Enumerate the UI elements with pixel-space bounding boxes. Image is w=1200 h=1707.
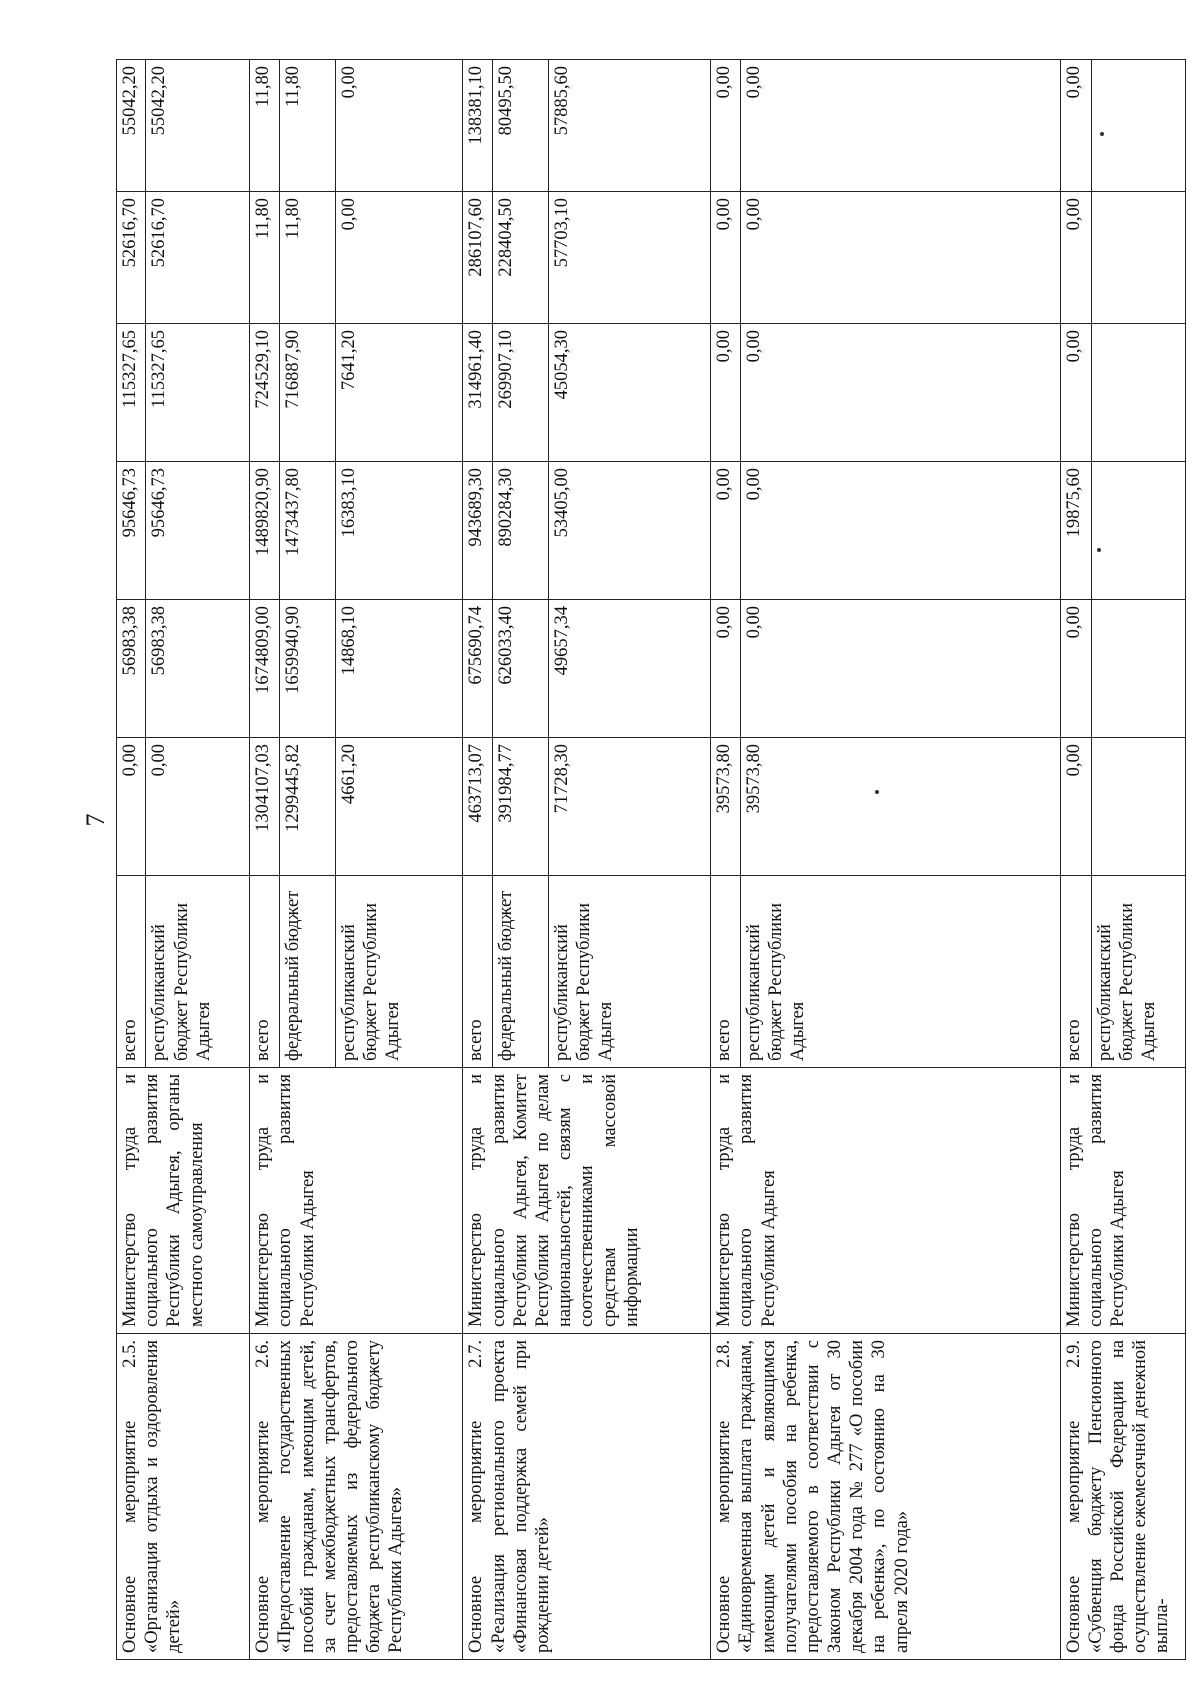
executor-cell: Министерство труда и социального развития Республики Адыгея, органы местного самоуправления	[117, 1068, 250, 1334]
value-cell: 0,00	[335, 192, 463, 324]
value-cell: 19875,60	[1060, 462, 1091, 600]
value-cell: 4661,20	[335, 738, 463, 876]
rotated-table-container	[116, 60, 1186, 1660]
value-cell: 0,00	[1060, 60, 1091, 192]
value-cell: 45054,30	[548, 324, 710, 462]
value-cell: 0,00	[117, 738, 146, 876]
value-cell: 0,00	[740, 462, 1060, 600]
funding-source-cell: республиканский бюджет Республики Адыгея	[740, 876, 1060, 1068]
value-cell: 138381,10	[463, 60, 492, 192]
value-cell: 0,00	[1060, 192, 1091, 324]
value-cell: 55042,20	[146, 60, 250, 192]
scan-speck	[875, 790, 879, 794]
value-cell: 1674809,00	[250, 600, 279, 738]
value-cell: 115327,65	[146, 324, 250, 462]
value-cell: 890284,30	[492, 462, 548, 600]
value-cell: 1473437,80	[279, 462, 335, 600]
value-cell: 39573,80	[740, 738, 1060, 876]
value-cell: 57885,60	[548, 60, 710, 192]
value-cell: 716887,90	[279, 324, 335, 462]
value-cell	[1091, 462, 1185, 600]
value-cell: 675690,74	[463, 600, 492, 738]
event-cell: Основное мероприятие 2.7. «Реализация регионального проекта «Финансовая поддержка семей при рождении детей»	[463, 1334, 711, 1660]
value-cell: 11,80	[279, 60, 335, 192]
executor-cell: Министерство труда и социального развития Республики Адыгея	[711, 1068, 1060, 1334]
value-cell: 0,00	[711, 192, 740, 324]
value-cell: 0,00	[711, 600, 740, 738]
value-cell	[1091, 60, 1185, 192]
value-cell: 14868,10	[335, 600, 463, 738]
funding-source-cell: всего	[117, 876, 146, 1068]
funding-source-cell: республиканский бюджет Республики Адыгея	[548, 876, 710, 1068]
value-cell: 228404,50	[492, 192, 548, 324]
value-cell: 49657,34	[548, 600, 710, 738]
value-cell: 80495,50	[492, 60, 548, 192]
executor-cell: Министерство труда и социального развития Республики Адыгея	[250, 1068, 463, 1334]
executor-cell: Министерство труда и социального развития Республики Адыгея	[1060, 1068, 1185, 1334]
event-cell: Основное мероприятие 2.5. «Организация отдыха и оздоровления детей»	[117, 1334, 250, 1660]
value-cell	[1091, 738, 1185, 876]
table-row	[463, 60, 492, 1660]
scan-speck	[1100, 132, 1104, 136]
value-cell: 0,00	[1060, 600, 1091, 738]
value-cell: 0,00	[1060, 738, 1091, 876]
value-cell: 57703,10	[548, 192, 710, 324]
funding-source-cell: всего	[463, 876, 492, 1068]
table-row	[1060, 60, 1091, 1660]
value-cell: 1299445,82	[279, 738, 335, 876]
value-cell: 1304107,03	[250, 738, 279, 876]
value-cell	[1091, 192, 1185, 324]
value-cell: 0,00	[711, 462, 740, 600]
funding-source-cell: всего	[711, 876, 740, 1068]
event-cell: Основное мероприятие 2.9. «Субвенция бюджету Пенсионного фонда Российской Федерации на осуществление ежемесячной денежной выпла-	[1060, 1334, 1185, 1660]
value-cell: 115327,65	[117, 324, 146, 462]
value-cell: 286107,60	[463, 192, 492, 324]
value-cell: 0,00	[740, 600, 1060, 738]
value-cell: 39573,80	[711, 738, 740, 876]
value-cell: 95646,73	[146, 462, 250, 600]
value-cell: 11,80	[279, 192, 335, 324]
table-row	[117, 60, 146, 1660]
value-cell: 391984,77	[492, 738, 548, 876]
value-cell: 56983,38	[117, 600, 146, 738]
value-cell: 724529,10	[250, 324, 279, 462]
executor-cell: Министерство труда и социального развития Республики Адыгея, Комитет Республики Адыгея по делам национальностей, связям с соотечественниками и средствам массовой информации	[463, 1068, 711, 1334]
value-cell: 626033,40	[492, 600, 548, 738]
value-cell: 463713,07	[463, 738, 492, 876]
value-cell: 52616,70	[146, 192, 250, 324]
value-cell: 1489820,90	[250, 462, 279, 600]
value-cell: 943689,30	[463, 462, 492, 600]
table-row	[250, 60, 279, 1660]
value-cell	[1091, 600, 1185, 738]
funding-source-cell: республиканский бюджет Республики Адыгея	[335, 876, 463, 1068]
value-cell: 0,00	[740, 60, 1060, 192]
value-cell: 0,00	[711, 324, 740, 462]
value-cell: 0,00	[335, 60, 463, 192]
table-row	[711, 60, 740, 1660]
value-cell: 71728,30	[548, 738, 710, 876]
funding-source-cell: федеральный бюджет	[492, 876, 548, 1068]
funding-source-cell: республиканский бюджет Республики Адыгея	[146, 876, 250, 1068]
value-cell: 0,00	[1060, 324, 1091, 462]
funding-source-cell: всего	[1060, 876, 1091, 1068]
funding-source-cell: федеральный бюджет	[279, 876, 335, 1068]
value-cell: 269907,10	[492, 324, 548, 462]
value-cell: 56983,38	[146, 600, 250, 738]
value-cell: 52616,70	[117, 192, 146, 324]
event-cell: Основное мероприятие 2.6. «Предоставление государственных пособий гражданам, имеющим детей, за счет межбюджетных трансфертов, предоставляемых из федерального бюджета республиканскому бюджету Республики Адыгея»	[250, 1334, 463, 1660]
value-cell: 53405,00	[548, 462, 710, 600]
event-cell: Основное мероприятие 2.8. «Единовременная выплата гражданам, имеющим детей и являющимся получателями пособия на ребенка, предоставляемого в соответствии с Законом Республики Адыгея от 30 декабря 2004 года № 277 «О пособии на ребенка», по состоянию на 30 апреля 2020 года»	[711, 1334, 1060, 1660]
value-cell: 7641,20	[335, 324, 463, 462]
value-cell: 314961,40	[463, 324, 492, 462]
value-cell: 16383,10	[335, 462, 463, 600]
value-cell: 0,00	[740, 192, 1060, 324]
page-number: 7	[81, 813, 110, 827]
scan-speck	[1097, 548, 1101, 552]
value-cell: 11,80	[250, 192, 279, 324]
budget-table	[116, 59, 1186, 1660]
value-cell	[1091, 324, 1185, 462]
value-cell: 95646,73	[117, 462, 146, 600]
value-cell: 55042,20	[117, 60, 146, 192]
value-cell: 0,00	[146, 738, 250, 876]
value-cell: 1659940,90	[279, 600, 335, 738]
value-cell: 0,00	[740, 324, 1060, 462]
value-cell: 11,80	[250, 60, 279, 192]
funding-source-cell: республиканский бюджет Республики Адыгея	[1091, 876, 1185, 1068]
value-cell: 0,00	[711, 60, 740, 192]
funding-source-cell: всего	[250, 876, 279, 1068]
